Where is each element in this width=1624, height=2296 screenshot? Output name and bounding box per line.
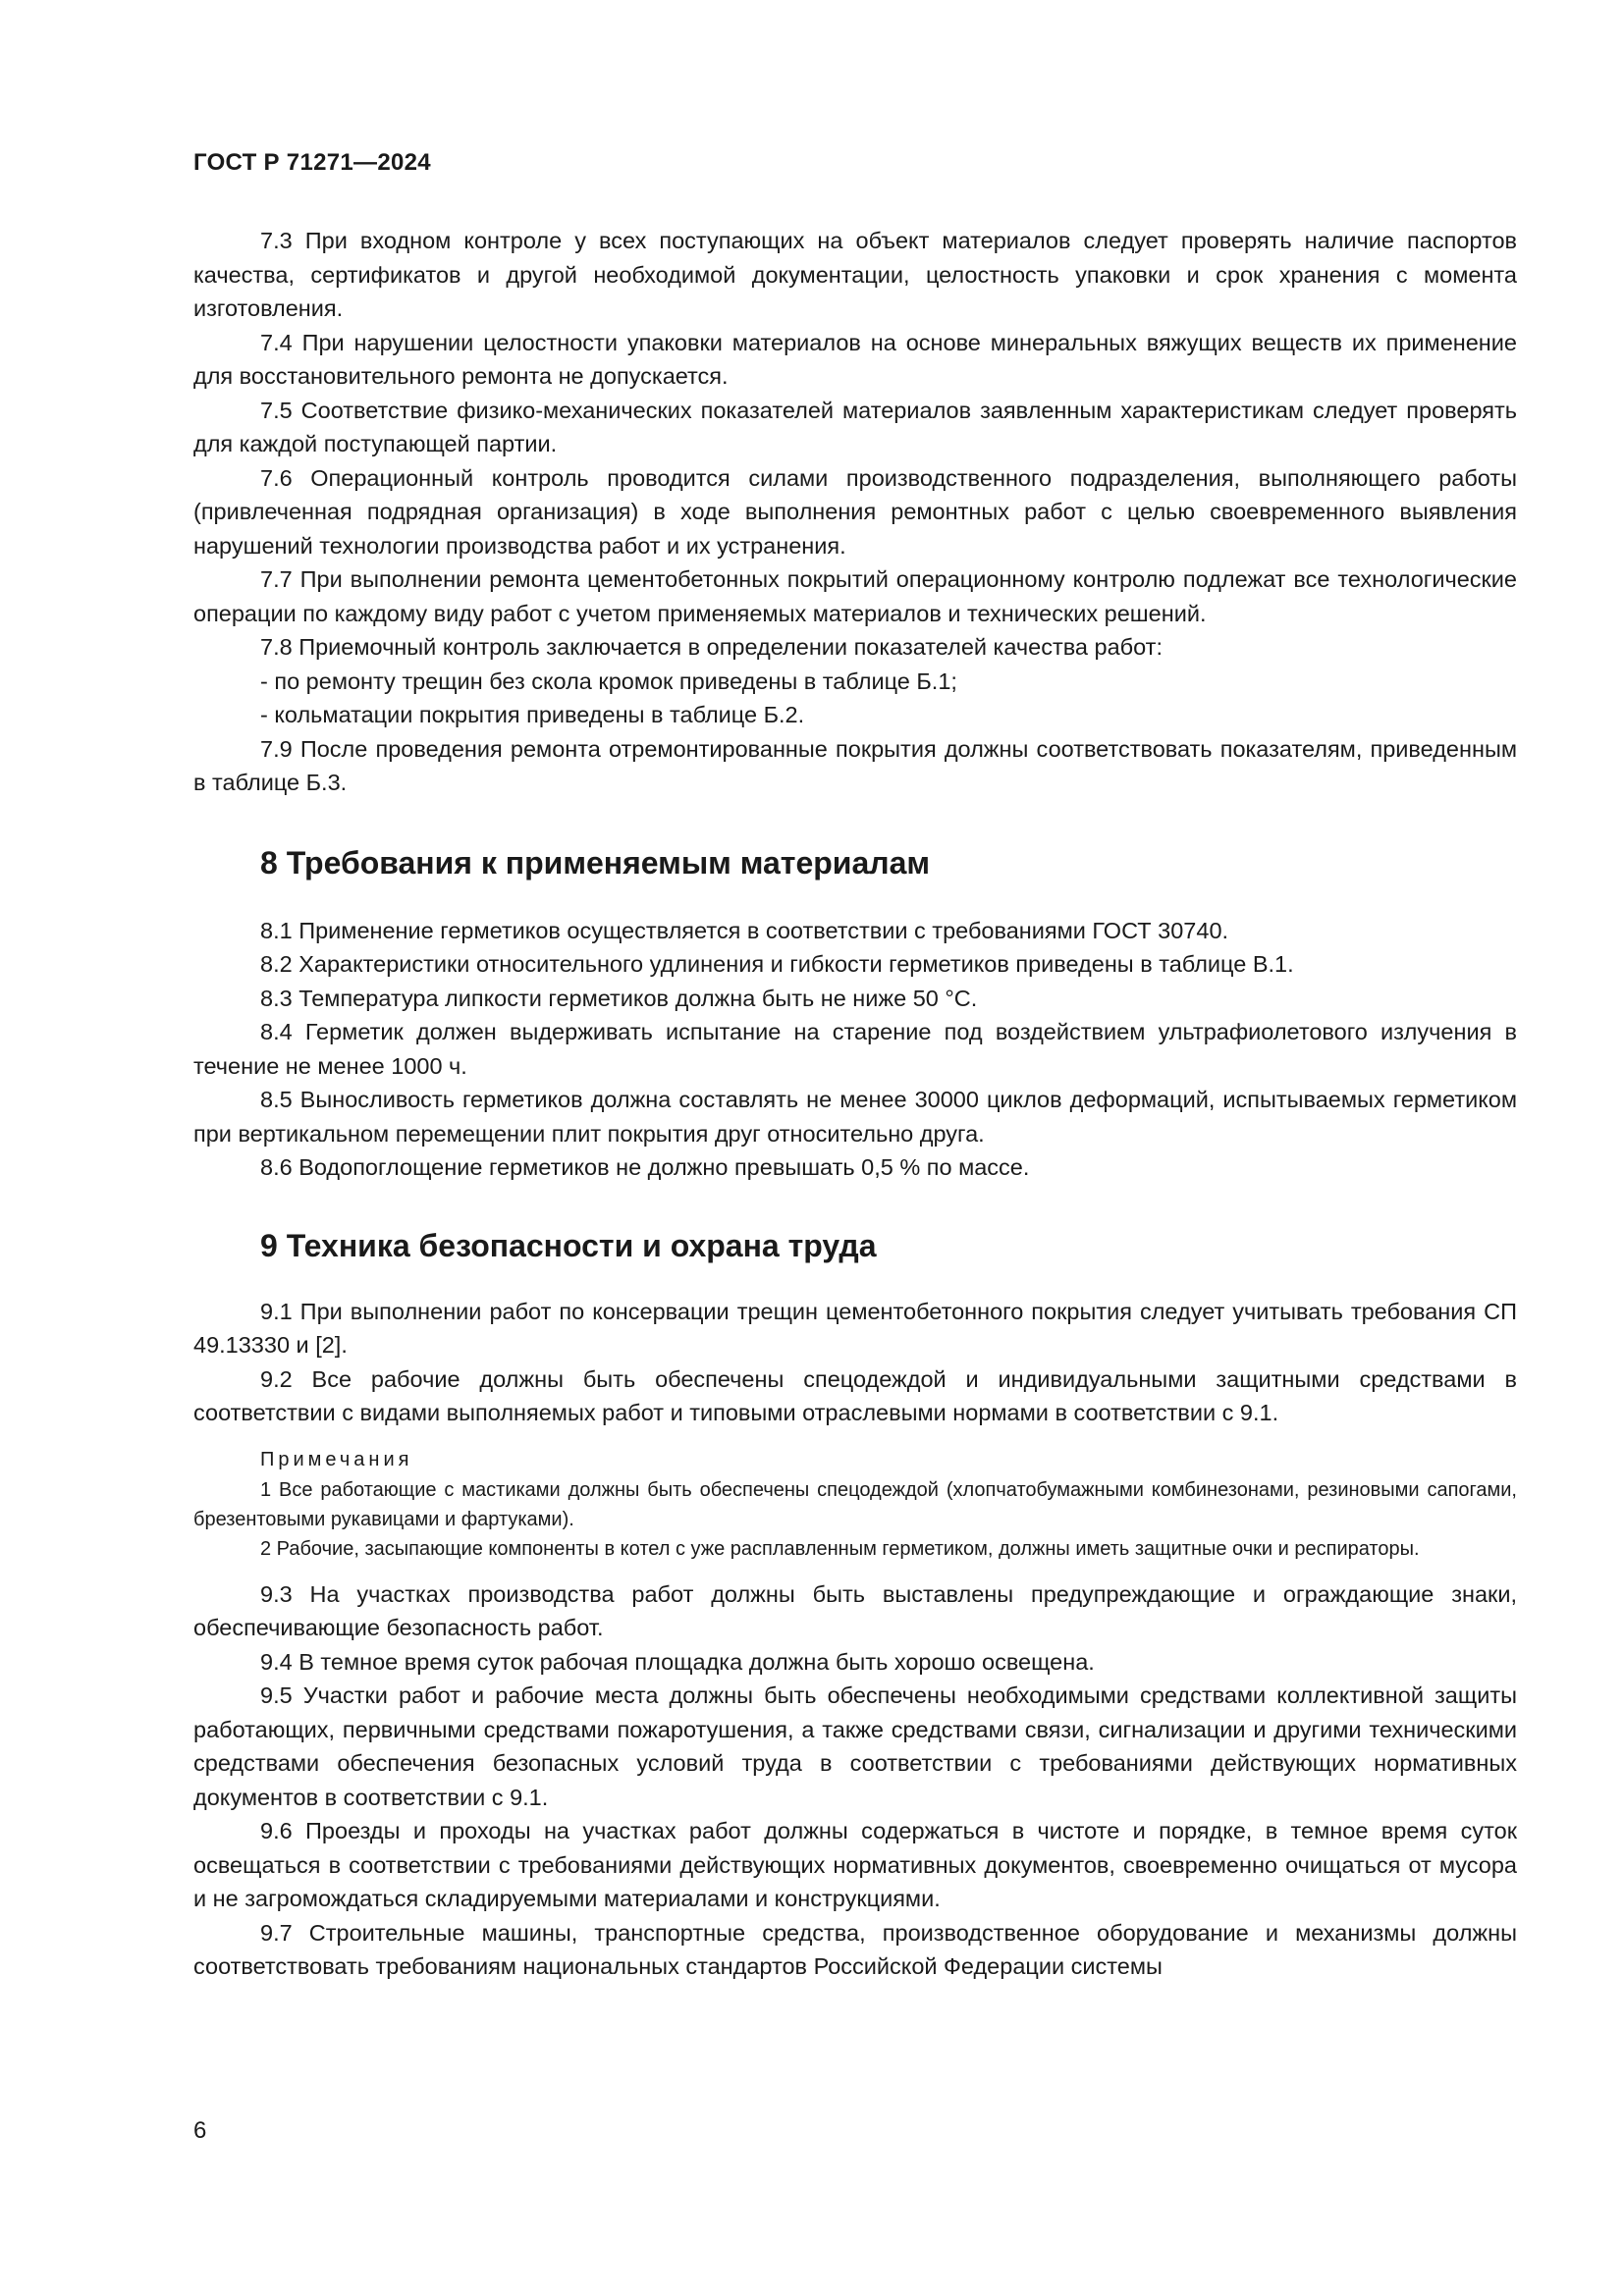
list-item-table-b2: - кольматации покрытия приведены в таблице Б.2. (260, 702, 805, 727)
note-2: 2 Рабочие, засыпающие компоненты в котел с уже расплавленным герметиком, должны иметь защитные очки и респираторы. (260, 1537, 1420, 1560)
paragraph-9-5: 9.5 Участки работ и рабочие места должны быть обеспечены необходимыми средствами коллективной защиты работающих, первичными средствами пожаротушения, а также средствами связи, сигнализации и другими техническими средствами обеспечения безопасных условий труда в соответствии с требованиями действующих нормативных документов в соответствии с 9.1. (193, 1682, 1517, 1810)
note-1: 1 Все работающие с мастиками должны быть обеспечены спецодеждой (хлопчатобумажными комбинезонами, резиновыми сапогами, брезентовыми рукавицами и фартуками). (193, 1478, 1517, 1530)
section-9-heading: 9 Техника безопасности и охрана труда (260, 1227, 877, 1263)
notes-title: Примечания (260, 1448, 413, 1470)
paragraph-8-3: 8.3 Температура липкости герметиков должна быть не ниже 50 °С. (260, 985, 978, 1011)
paragraph-8-2: 8.2 Характеристики относительного удлинения и гибкости герметиков приведены в таблице В.1. (260, 951, 1294, 977)
paragraph-9-6: 9.6 Проезды и проходы на участках работ должны содержаться в чистоте и порядке, в темное время суток освещаться в соответствии с требованиями действующих нормативных документов, своевременно очищаться от мусора и не загромождаться складируемыми материалами и конструкциями. (193, 1818, 1517, 1911)
paragraph-7-5: 7.5 Соответствие физико-механических показателей материалов заявленным характеристикам следует проверять для каждой поступающей партии. (193, 397, 1517, 456)
paragraph-7-6: 7.6 Операционный контроль проводится силами производственного подразделения, выполняющего работы (привлеченная подрядная организация) в ходе выполнения ремонтных работ с целью своевременного выявления нарушений технологии производства работ и их устранения. (193, 464, 1517, 559)
paragraph-9-2: 9.2 Все рабочие должны быть обеспечены спецодеждой и индивидуальными защитными средствами в соответствии с видами выполняемых работ и типовыми отраслевыми нормами в соответствии с 9.1. (193, 1365, 1517, 1425)
paragraph-7-7: 7.7 При выполнении ремонта цементобетонных покрытий операционному контролю подлежат все технологические операции по каждому виду работ с учетом применяемых материалов и технических решений. (193, 566, 1517, 626)
paragraph-9-3: 9.3 На участках производства работ должны быть выставлены предупреждающие и ограждающие знаки, обеспечивающие безопасность работ. (193, 1580, 1517, 1640)
list-item-table-b1: - по ремонту трещин без скола кромок приведены в таблице Б.1; (260, 667, 957, 694)
paragraph-7-3: 7.3 При входном контроле у всех поступающих на объект материалов следует проверять наличие паспортов качества, сертификатов и другой необходимой документации, целостность упаковки и срок хранения с момента изготовления. (193, 228, 1517, 321)
paragraph-7-9: 7.9 После проведения ремонта отремонтированные покрытия должны соответствовать показателям, приведенным в таблице Б.3. (193, 735, 1517, 795)
section-8-heading: 8 Требования к применяемым материалам (260, 844, 931, 881)
paragraph-8-5: 8.5 Выносливость герметиков должна составлять не менее 30000 циклов деформаций, испытываемых герметиком при вертикальном перемещении плит покрытия друг относительно друга. (193, 1087, 1517, 1147)
paragraph-7-8: 7.8 Приемочный контроль заключается в определении показателей качества работ: (260, 634, 1163, 660)
paragraph-7-4: 7.4 При нарушении целостности упаковки материалов на основе минеральных вяжущих веществ их применение для восстановительного ремонта не допускается. (193, 329, 1517, 389)
paragraph-8-6: 8.6 Водопоглощение герметиков не должно превышать 0,5 % по массе. (260, 1154, 1030, 1180)
paragraph-8-1: 8.1 Применение герметиков осуществляется в соответствии с требованиями ГОСТ 30740. (260, 917, 1229, 943)
paragraph-9-7: 9.7 Строительные машины, транспортные средства, производственное оборудование и механизмы должны соответствовать требованиям национальных стандартов Российской Федерации системы (193, 1919, 1517, 1979)
page-number: 6 (193, 2117, 207, 2144)
paragraph-9-4: 9.4 В темное время суток рабочая площадка должна быть хорошо освещена. (260, 1648, 1095, 1675)
page-content (193, 224, 1517, 1984)
document-code-header: ГОСТ Р 71271—2024 (193, 149, 431, 176)
paragraph-9-1: 9.1 При выполнении работ по консервации трещин цементобетонного покрытия следует учитывать требования СП 49.13330 и [2]. (193, 1298, 1517, 1358)
paragraph-8-4: 8.4 Герметик должен выдерживать испытание на старение под воздействием ультрафиолетового излучения в течение не менее 1000 ч. (193, 1019, 1517, 1079)
